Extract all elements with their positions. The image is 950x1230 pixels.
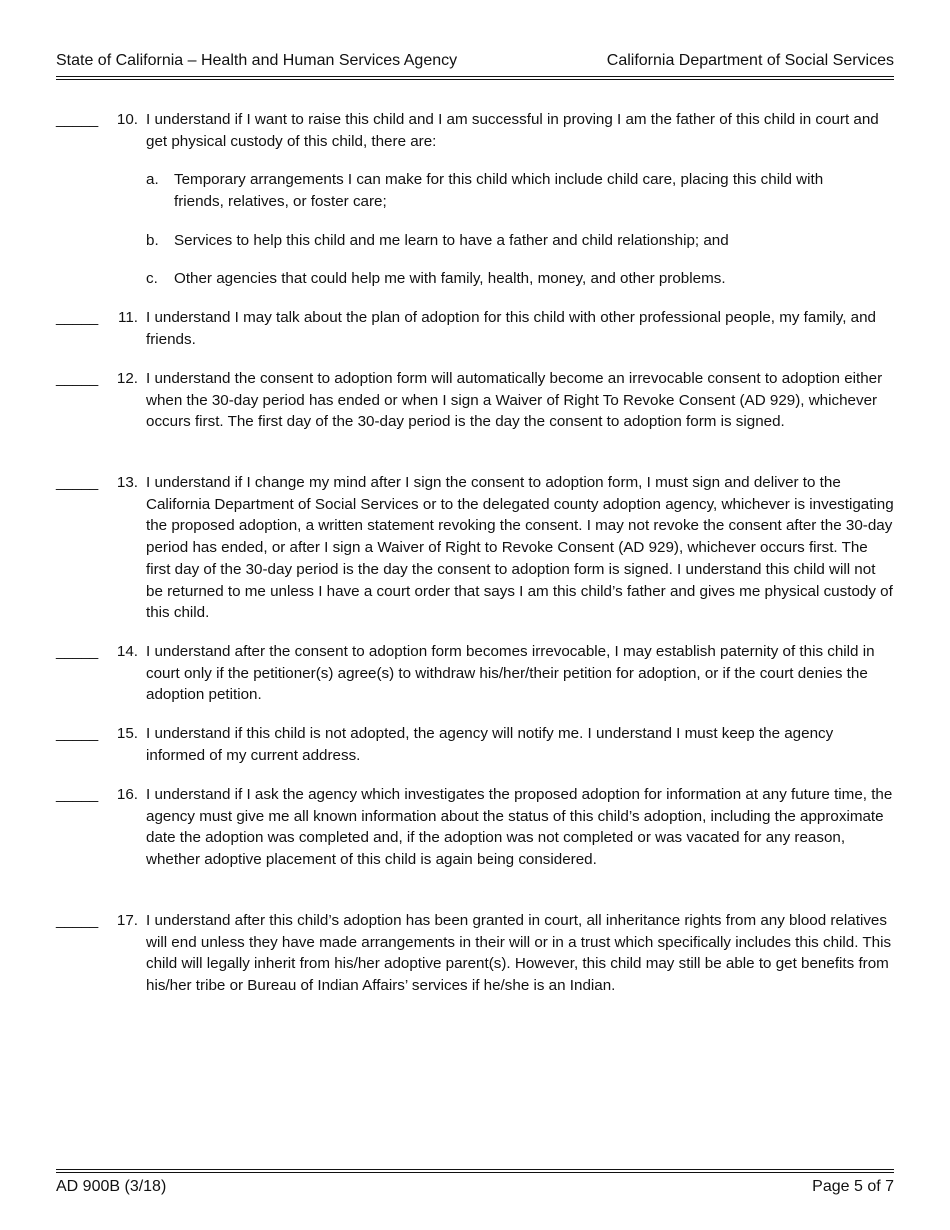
item-number: 17. — [116, 912, 138, 929]
initial-blank[interactable]: _____ — [56, 370, 99, 387]
footer-rule — [56, 1169, 894, 1170]
item-text: I understand if I want to raise this child and I am successful in proving I am the father of this child in court and get physical custody of this child, there are: — [146, 111, 879, 150]
item-text: I understand if I ask the agency which investigates the proposed adoption for information at any future time, the agency must give me all known information about the status of this child’s adoption, including the approximate date the adoption was completed and, if the adoption was not completed or was vacated for any reason, whether adoptive placement of this child is again being considered. — [146, 786, 893, 869]
header-rule-double — [56, 79, 894, 80]
item-number: 15. — [116, 725, 138, 742]
page-header — [56, 50, 894, 74]
item-text: I understand the consent to adoption form will automatically become an irrevocable consent to adoption either when the 30-day period has ended or when I sign a Waiver of Right To Revoke Consent (AD 929), whichever occurs first. The first day of the 30-day period is the day the consent to adoption form is signed. — [146, 370, 883, 431]
initial-blank[interactable]: _____ — [56, 643, 99, 660]
header-rule — [56, 76, 894, 77]
item-number: 12. — [116, 370, 138, 387]
initial-blank[interactable]: _____ — [56, 111, 99, 128]
item-number: 10. — [116, 111, 138, 128]
item-text: I understand I may talk about the plan of adoption for this child with other professional people, my family, and friends. — [146, 309, 876, 348]
subitem-letter: b. — [146, 232, 159, 249]
item-number: 16. — [116, 786, 138, 803]
footer-rule-double — [56, 1172, 894, 1173]
subitem-text: Services to help this child and me learn to have a father and child relationship; and — [174, 232, 729, 249]
page-footer — [56, 1176, 894, 1198]
initial-blank[interactable]: _____ — [56, 786, 99, 803]
item-text: I understand after the consent to adoption form becomes irrevocable, I may establish paternity of this child in court only if the petitioner(s) agree(s) to withdraw his/her/their petition for adoption, or if the court denies the adoption petition. — [146, 643, 875, 704]
item-number: 11. — [118, 309, 138, 326]
initial-blank[interactable]: _____ — [56, 474, 99, 491]
item-text: I understand if this child is not adopted, the agency will notify me. I understand I must keep the agency informed of my current address. — [146, 725, 834, 764]
subitem-text: Temporary arrangements I can make for this child which include child care, placing this child with friends, relatives, or foster care; — [174, 171, 824, 210]
item-text: I understand after this child’s adoption has been granted in court, all inheritance rights from any blood relatives will end unless they have made arrangements in their will or in a trust which specifically includes this child. This child will legally inherit from his/her adoptive parent(s). However, this child may still be able to get benefits from his/her tribe or Bureau of Indian Affairs’ services if he/she is an Indian. — [146, 912, 892, 995]
subitem-letter: c. — [146, 270, 158, 287]
item-text: I understand if I change my mind after I sign the consent to adoption form, I must sign and deliver to the California Department of Social Services or to the delegated county adoption agency, whichever is investigating the proposed adoption, a written statement revoking the consent. I may not revoke the consent after the 30-day period has ended, or after I sign a Waiver of Right to Revoke Consent (AD 929), whichever occurs first. The first day of the 30-day period is the day the consent to adoption form is signed. I understand this child will not be returned to me unless I have a court order that says I am this child’s father and gives me physical custody of this child. — [146, 474, 894, 622]
initial-blank[interactable]: _____ — [56, 725, 99, 742]
item-number: 13. — [116, 474, 138, 491]
item-number: 14. — [116, 643, 138, 660]
form-number: AD 900B (3/18) — [56, 1178, 167, 1195]
subitem-letter: a. — [146, 171, 159, 188]
header-agency: State of California – Health and Human Services Agency — [56, 52, 458, 69]
initial-blank[interactable]: _____ — [56, 912, 99, 929]
subitem-text: Other agencies that could help me with family, health, money, and other problems. — [174, 270, 726, 287]
page-number: Page 5 of 7 — [812, 1178, 894, 1195]
header-department: California Department of Social Services — [606, 52, 894, 69]
initial-blank[interactable]: _____ — [56, 309, 99, 326]
